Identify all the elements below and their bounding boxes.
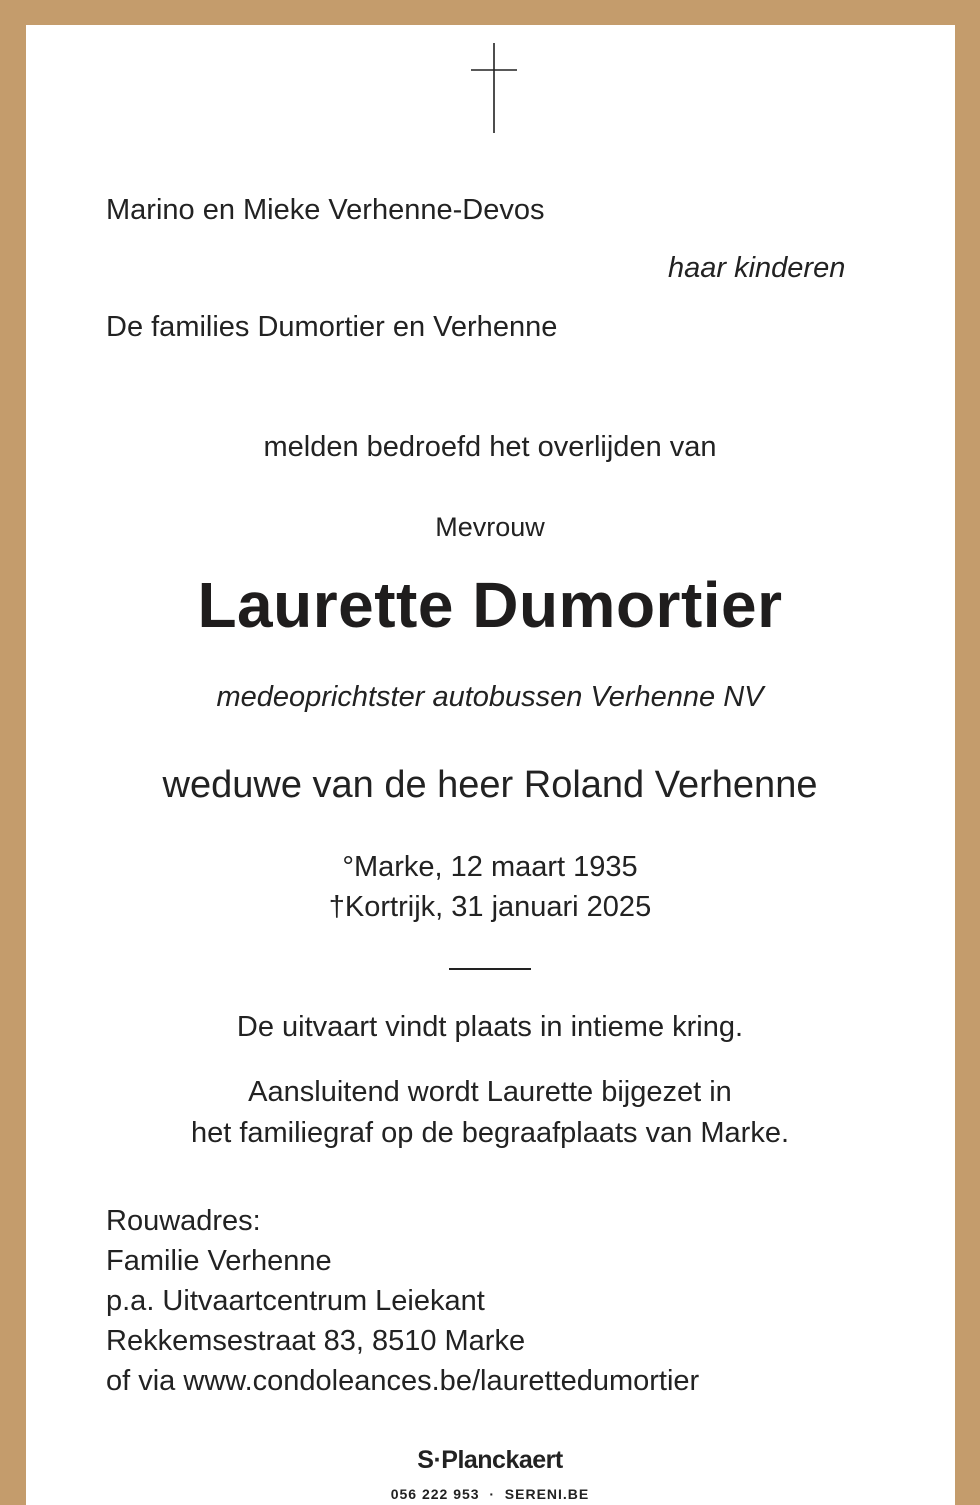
funeral-home-contact: 056 222 953 · SERENI.BE [390, 1486, 590, 1502]
funeral-line-2: Aansluitend wordt Laurette bijgezet in [248, 1076, 732, 1108]
deceased-role: medeoprichtster autobussen Verhenne NV [216, 681, 764, 713]
salutation: Mevrouw [435, 512, 545, 542]
cross-icon [471, 43, 517, 133]
widow-of: weduwe van de heer Roland Verhenne [162, 764, 818, 806]
announcement-intro: melden bedroefd het overlijden van [263, 431, 717, 463]
divider [449, 968, 531, 970]
address-line-3: Rekkemsestraat 83, 8510 Marke [106, 1325, 526, 1357]
address-line-4: of via www.condoleances.be/laurettedumortier [106, 1365, 700, 1397]
family-line-1: Marino en Mieke Verhenne-Devos [106, 194, 545, 226]
funeral-line-3: het familiegraf op de begraafplaats van Marke. [190, 1117, 790, 1149]
deceased-name: Laurette Dumortier [197, 569, 783, 641]
death-line: †Kortrijk, 31 januari 2025 [328, 891, 652, 923]
funeral-home-logo: S·Planckaert [417, 1446, 563, 1474]
relation-label: haar kinderen [668, 252, 846, 284]
address-label: Rouwadres: [106, 1205, 261, 1237]
address-line-2: p.a. Uitvaartcentrum Leiekant [106, 1285, 485, 1317]
birth-line: °Marke, 12 maart 1935 [342, 851, 638, 883]
family-line-2: De families Dumortier en Verhenne [106, 311, 558, 343]
funeral-line-1: De uitvaart vindt plaats in intieme kring. [236, 1011, 744, 1043]
address-line-1: Familie Verhenne [106, 1245, 332, 1277]
